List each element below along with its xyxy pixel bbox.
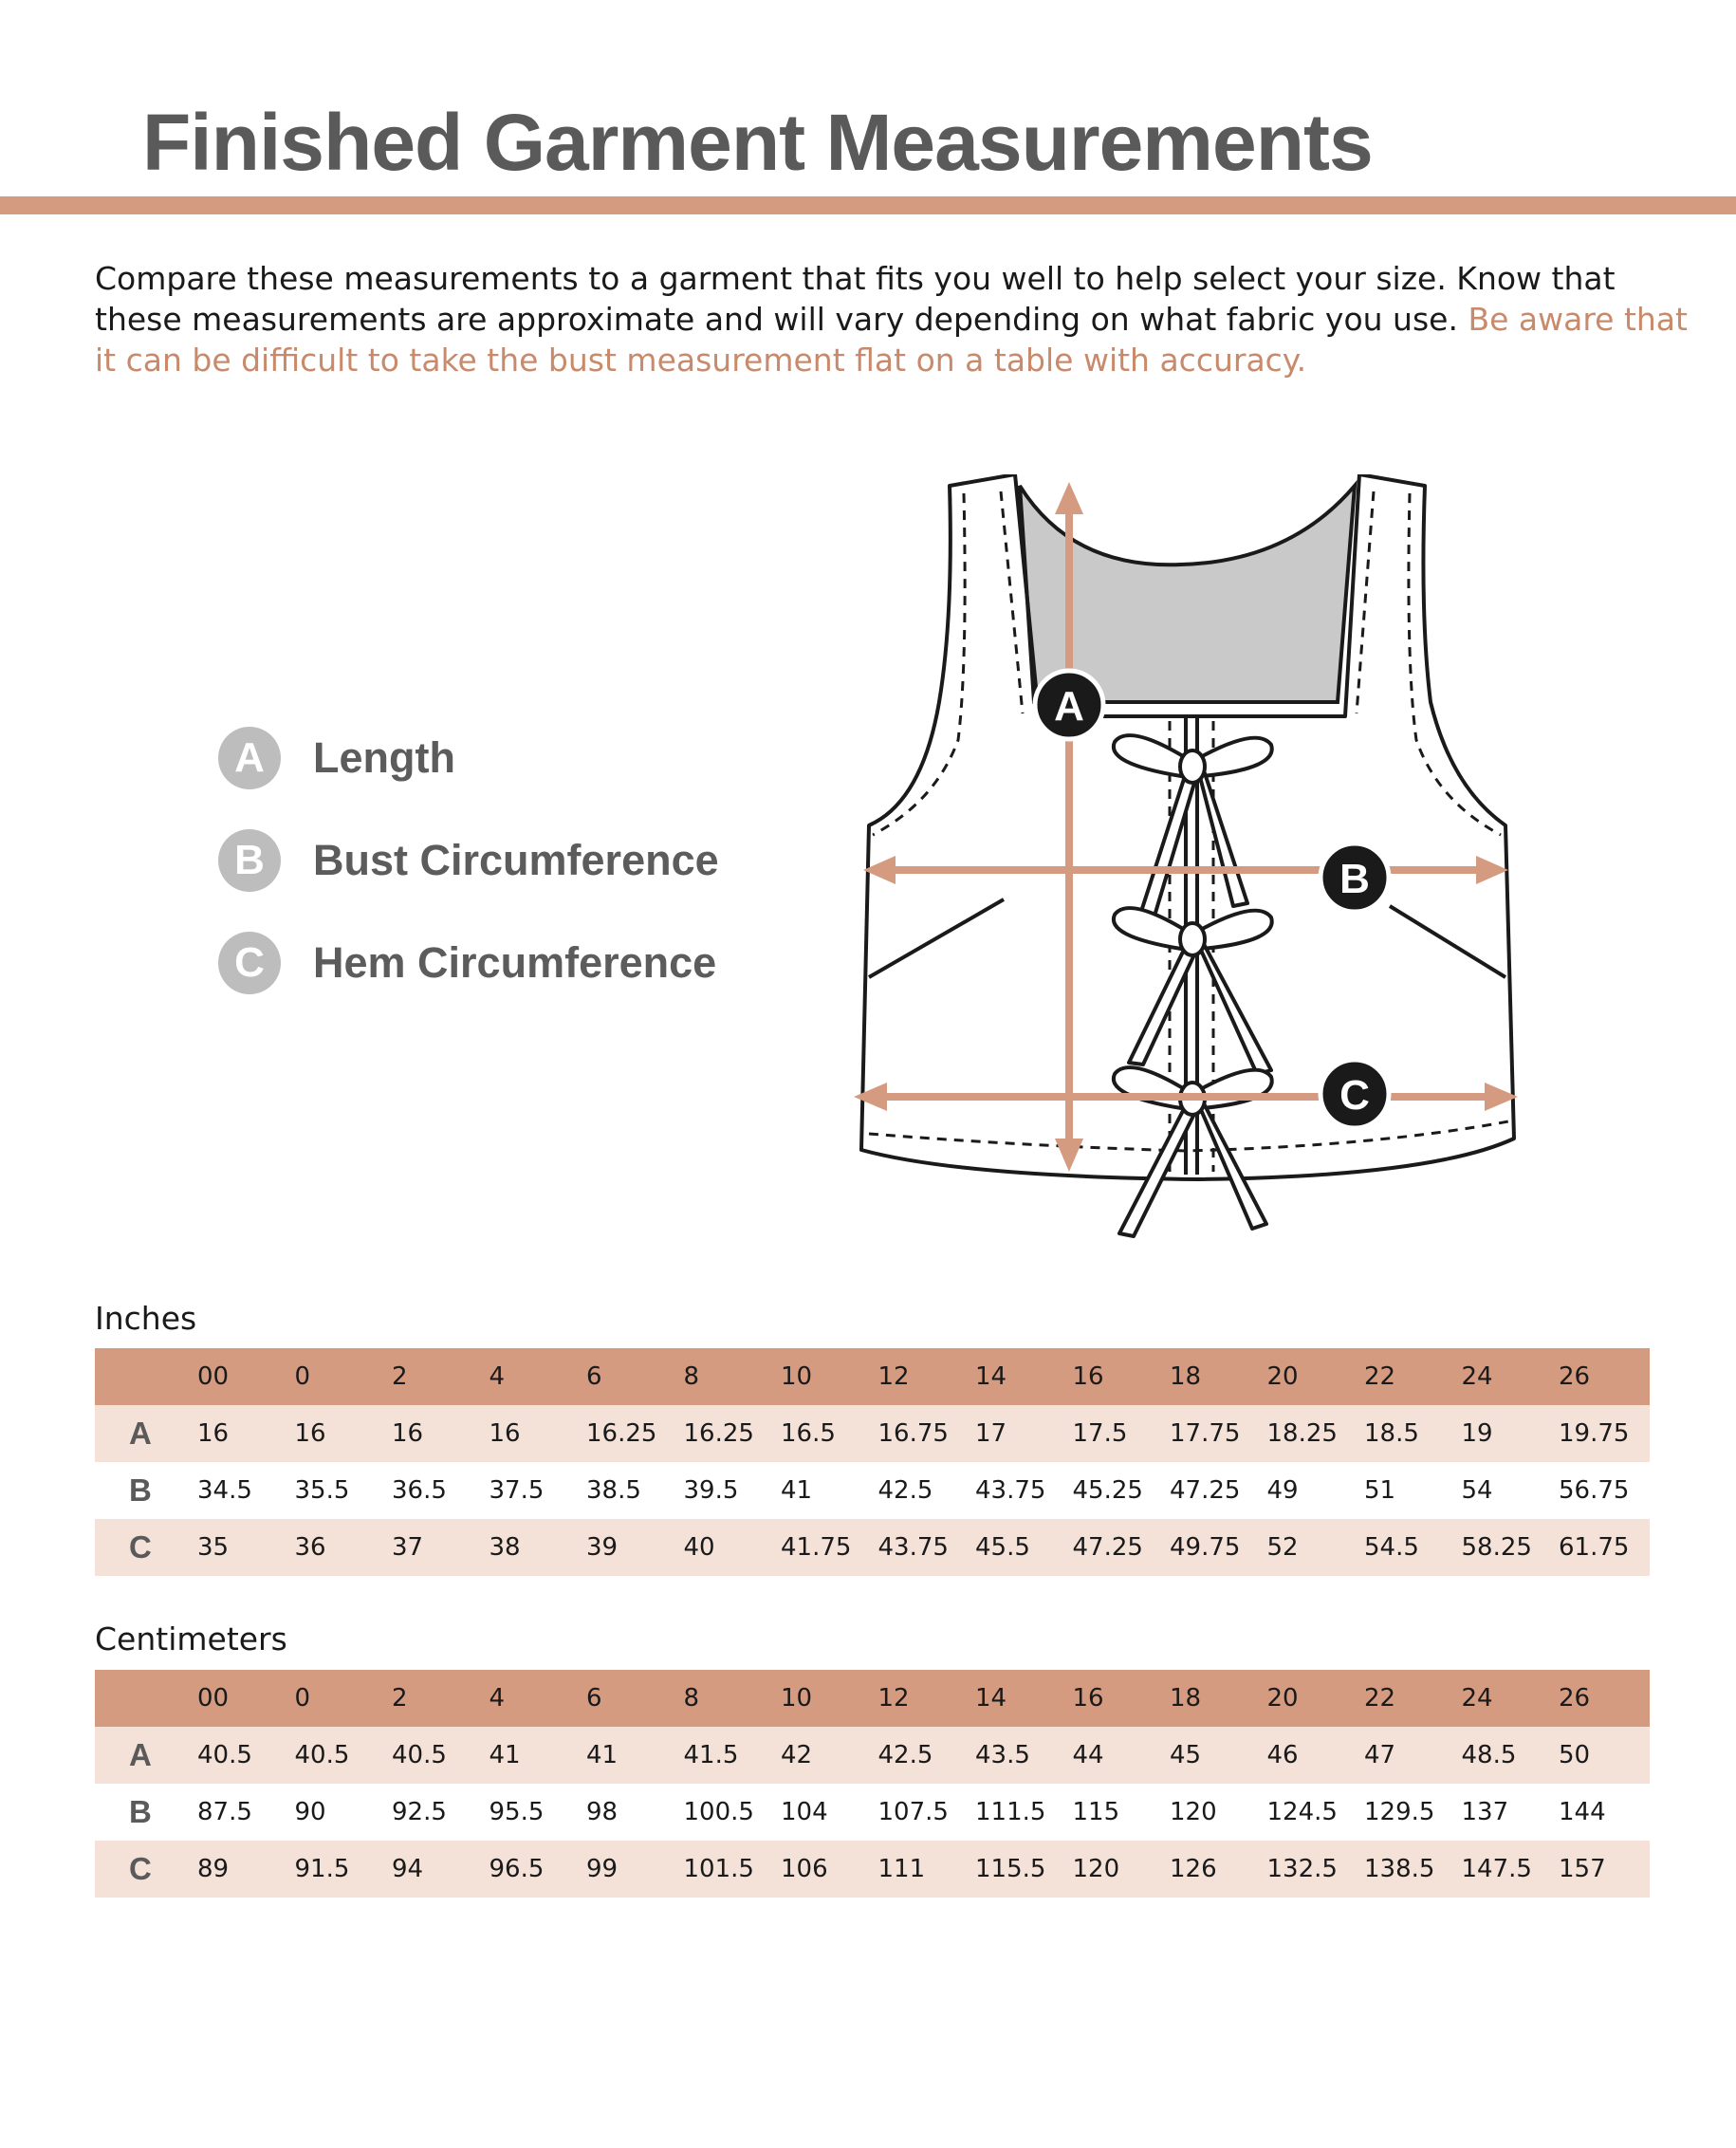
- size-header: 14: [975, 1684, 1007, 1713]
- table-cell: 120: [1072, 1855, 1120, 1883]
- row-label: B: [129, 1794, 152, 1829]
- size-header: 20: [1266, 1362, 1299, 1391]
- row-label: B: [129, 1472, 152, 1508]
- table-cell: 41: [489, 1741, 521, 1769]
- tie-bow-bottom: [1114, 1067, 1272, 1236]
- marker-c: [1320, 1060, 1389, 1128]
- table-cell: 45.25: [1072, 1476, 1143, 1505]
- intro-paragraph: [95, 258, 1708, 380]
- table-cell: 90: [294, 1798, 326, 1826]
- legend-label-hem: Hem Circumference: [313, 938, 717, 987]
- table-cell: 16: [197, 1419, 230, 1448]
- table-cell: 115.5: [975, 1855, 1046, 1883]
- size-header: 10: [781, 1362, 813, 1391]
- corner-cell: [95, 1670, 191, 1727]
- table-cell: 41.75: [781, 1533, 852, 1562]
- table-cell: 45: [1170, 1741, 1202, 1769]
- intro-text: Compare these measurements to a garment that fits you well to help select your size. Know that these measurements are approximate and will vary depending on what fabric you use.: [95, 260, 1616, 338]
- size-header: 0: [294, 1684, 311, 1713]
- size-header: 00: [197, 1684, 230, 1713]
- table-cell: 111: [877, 1855, 926, 1883]
- table-cell: 100.5: [683, 1798, 754, 1826]
- table-cell: 40: [683, 1533, 715, 1562]
- table-cell: 106: [781, 1855, 828, 1883]
- marker-a-label: A: [1054, 683, 1084, 730]
- table-cell: 35.5: [294, 1476, 350, 1505]
- table-cell: 132.5: [1266, 1855, 1338, 1883]
- table-cell: 19: [1461, 1419, 1493, 1448]
- table-cell: 44: [1072, 1741, 1104, 1769]
- size-header: 00: [197, 1362, 230, 1391]
- table-cell: 38: [489, 1533, 521, 1562]
- size-header: 12: [877, 1362, 910, 1391]
- table-cell: 94: [392, 1855, 424, 1883]
- table-cell: 129.5: [1364, 1798, 1435, 1826]
- size-header: 0: [294, 1362, 311, 1391]
- table-cell: 47.25: [1170, 1476, 1241, 1505]
- legend-item-hem: [218, 931, 719, 995]
- table-cell: 39.5: [683, 1476, 739, 1505]
- table-cell: 40.5: [392, 1741, 447, 1769]
- table-cell: 47: [1364, 1741, 1396, 1769]
- table-cell: 16.25: [586, 1419, 657, 1448]
- row-label: C: [129, 1529, 152, 1565]
- table-cell: 40.5: [294, 1741, 350, 1769]
- table-cell: 39: [586, 1533, 619, 1562]
- table-cell: 16.75: [877, 1419, 949, 1448]
- centimeters-section-label: Centimeters: [95, 1620, 287, 1657]
- table-cell: 40.5: [197, 1741, 252, 1769]
- table-cell: 16.25: [683, 1419, 754, 1448]
- title-divider: [0, 196, 1736, 214]
- table-cell: 92.5: [392, 1798, 447, 1826]
- table-cell: 17: [975, 1419, 1007, 1448]
- table-cell: 99: [586, 1855, 619, 1883]
- size-header: 4: [489, 1362, 506, 1391]
- size-header: 8: [683, 1362, 700, 1391]
- size-header: 18: [1170, 1684, 1202, 1713]
- table-cell: 61.75: [1559, 1533, 1630, 1562]
- table-cell: 87.5: [197, 1798, 252, 1826]
- table-cell: 126: [1170, 1855, 1217, 1883]
- size-header: 10: [781, 1684, 813, 1713]
- table-cell: 115: [1072, 1798, 1120, 1826]
- table-cell: 124.5: [1266, 1798, 1338, 1826]
- table-cell: 42: [781, 1741, 813, 1769]
- table-cell: 89: [197, 1855, 230, 1883]
- legend-item-bust: [218, 828, 719, 893]
- size-header: 22: [1364, 1362, 1396, 1391]
- table-cell: 54.5: [1364, 1533, 1419, 1562]
- legend-label-bust: Bust Circumference: [313, 836, 719, 884]
- table-cell: 37: [392, 1533, 424, 1562]
- tie-bow-top: [1114, 735, 1272, 922]
- table-cell: 107.5: [877, 1798, 949, 1826]
- table-cell: 52: [1266, 1533, 1299, 1562]
- dart-left: [869, 899, 1004, 977]
- table-cell: 101.5: [683, 1855, 754, 1883]
- size-header: 20: [1266, 1684, 1299, 1713]
- table-cell: 17.75: [1170, 1419, 1241, 1448]
- table-cell: 111.5: [975, 1798, 1046, 1826]
- table-cell: 137: [1461, 1798, 1509, 1826]
- table-cell: 16: [392, 1419, 424, 1448]
- table-row: [95, 1405, 1650, 1462]
- inches-header-row: [95, 1348, 1650, 1405]
- table-cell: 41.5: [683, 1741, 739, 1769]
- dart-right: [1390, 906, 1505, 977]
- size-header: 6: [586, 1362, 602, 1391]
- table-cell: 16.5: [781, 1419, 836, 1448]
- table-cell: 41: [781, 1476, 813, 1505]
- marker-c-label: C: [1339, 1072, 1370, 1119]
- table-cell: 91.5: [294, 1855, 350, 1883]
- table-cell: 47.25: [1072, 1533, 1143, 1562]
- centimeters-header-row: [95, 1670, 1650, 1727]
- table-cell: 43.75: [975, 1476, 1046, 1505]
- table-cell: 46: [1266, 1741, 1299, 1769]
- size-header: 2: [392, 1362, 408, 1391]
- legend-badge-a: A: [218, 727, 281, 789]
- table-cell: 157: [1559, 1855, 1606, 1883]
- size-header: 24: [1461, 1362, 1493, 1391]
- table-cell: 147.5: [1461, 1855, 1532, 1883]
- measurement-legend: [218, 726, 719, 1033]
- legend-item-length: [218, 726, 719, 790]
- size-header: 26: [1559, 1684, 1591, 1713]
- table-row: [95, 1784, 1650, 1841]
- table-cell: 17.5: [1072, 1419, 1128, 1448]
- table-row: [95, 1519, 1650, 1576]
- table-cell: 16: [489, 1419, 521, 1448]
- table-cell: 19.75: [1559, 1419, 1630, 1448]
- row-label: A: [129, 1416, 152, 1451]
- table-cell: 144: [1559, 1798, 1606, 1826]
- table-cell: 96.5: [489, 1855, 545, 1883]
- table-cell: 51: [1364, 1476, 1396, 1505]
- table-cell: 18.5: [1364, 1419, 1419, 1448]
- size-header: 6: [586, 1684, 602, 1713]
- table-cell: 56.75: [1559, 1476, 1630, 1505]
- table-cell: 54: [1461, 1476, 1493, 1505]
- legend-label-length: Length: [313, 733, 455, 782]
- size-header: 8: [683, 1684, 700, 1713]
- marker-b: [1320, 843, 1389, 912]
- table-cell: 49.75: [1170, 1533, 1241, 1562]
- table-cell: 18.25: [1266, 1419, 1338, 1448]
- tie-bow-middle: [1114, 908, 1272, 1074]
- marker-b-label: B: [1339, 856, 1370, 902]
- size-header: 18: [1170, 1362, 1202, 1391]
- table-cell: 16: [294, 1419, 326, 1448]
- table-cell: 120: [1170, 1798, 1217, 1826]
- table-cell: 138.5: [1364, 1855, 1435, 1883]
- row-label: C: [129, 1851, 152, 1886]
- size-header: 26: [1559, 1362, 1591, 1391]
- vest-diagram: [844, 474, 1546, 1252]
- table-cell: 50: [1559, 1741, 1591, 1769]
- table-cell: 48.5: [1461, 1741, 1517, 1769]
- table-row: [95, 1462, 1650, 1519]
- page-title: Finished Garment Measurements: [142, 98, 1373, 187]
- table-cell: 45.5: [975, 1533, 1030, 1562]
- table-cell: 42.5: [877, 1476, 933, 1505]
- table-cell: 58.25: [1461, 1533, 1532, 1562]
- table-cell: 36: [294, 1533, 326, 1562]
- size-header: 22: [1364, 1684, 1396, 1713]
- intro-accent-text: Be aware that it can be difficult to take the bust measurement flat on a table with accuracy.: [95, 301, 1688, 379]
- table-cell: 42.5: [877, 1741, 933, 1769]
- size-header: 12: [877, 1684, 910, 1713]
- stitch-line-neck-right: [1357, 491, 1374, 713]
- corner-cell: [95, 1348, 191, 1405]
- table-cell: 98: [586, 1798, 619, 1826]
- table-row: [95, 1727, 1650, 1784]
- table-cell: 41: [586, 1741, 619, 1769]
- table-cell: 43.5: [975, 1741, 1030, 1769]
- size-header: 2: [392, 1684, 408, 1713]
- table-cell: 37.5: [489, 1476, 545, 1505]
- table-cell: 43.75: [877, 1533, 949, 1562]
- table-cell: 104: [781, 1798, 828, 1826]
- inches-section-label: Inches: [95, 1300, 197, 1337]
- size-header: 24: [1461, 1684, 1493, 1713]
- size-header: 4: [489, 1684, 506, 1713]
- table-cell: 36.5: [392, 1476, 447, 1505]
- table-cell: 49: [1266, 1476, 1299, 1505]
- table-cell: 95.5: [489, 1798, 545, 1826]
- row-label: A: [129, 1737, 152, 1772]
- marker-a: [1035, 671, 1103, 739]
- legend-badge-b: B: [218, 829, 281, 892]
- table-cell: 38.5: [586, 1476, 641, 1505]
- table-cell: 35: [197, 1533, 230, 1562]
- table-cell: 34.5: [197, 1476, 252, 1505]
- size-header: 16: [1072, 1362, 1104, 1391]
- centimeters-table: [95, 1670, 1650, 1898]
- inches-table: [95, 1348, 1650, 1576]
- size-header: 16: [1072, 1684, 1104, 1713]
- legend-badge-c: C: [218, 932, 281, 994]
- table-row: [95, 1841, 1650, 1898]
- size-header: 14: [975, 1362, 1007, 1391]
